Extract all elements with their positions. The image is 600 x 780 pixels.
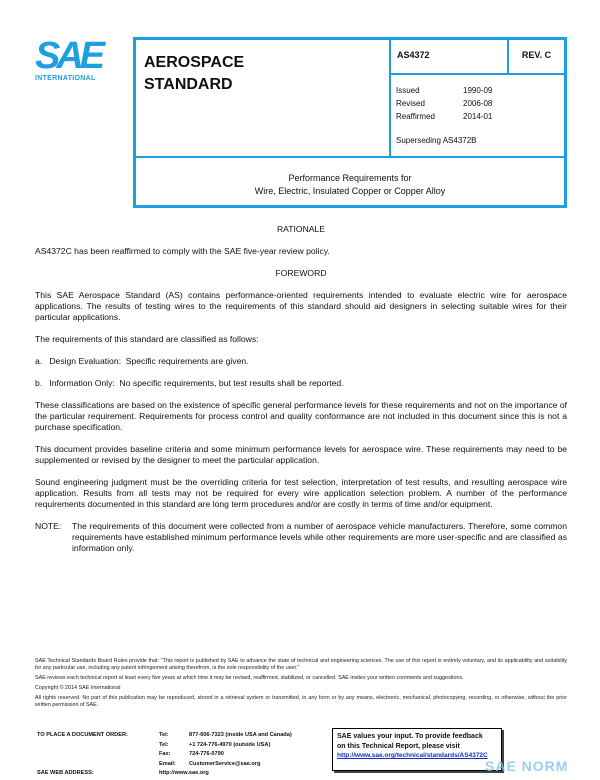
doc-type-line2: STANDARD (144, 76, 233, 93)
watermark: SAE NORM (485, 758, 569, 774)
paragraph: These classifications are based on the existence of specific general performance levels for these requirements and not on the importance of the particular requirement. Requirements for process control and quality conformance are not included in this document since this is not a purchase specification. (35, 400, 567, 432)
note-text: The requirements of this document were collected from a number of aerospace vehicle manufacturers. Therefore, some common requirements have established minimum performance levels while other requirements are more user-specific and are classified as information only. (72, 521, 567, 553)
document-number: AS4372 (390, 39, 508, 74)
paragraph: This document provides baseline criteria and some minimum performance levels for aerospace wire. These requirements may need to be supplemented or revised by the designer to meet the particular application. (35, 444, 567, 465)
document-body (35, 224, 567, 565)
list-item: b. Information Only: No specific requirements, but test results shall be reported. (35, 378, 344, 388)
document-type (135, 39, 390, 157)
sae-logo (35, 35, 115, 82)
order-label: TO PLACE A DOCUMENT ORDER: (37, 732, 128, 738)
document-header (133, 37, 567, 208)
document-title (135, 157, 565, 206)
date-revised: Revised 2006-08 (396, 99, 493, 108)
dates-block (390, 74, 565, 157)
web-label: SAE WEB ADDRESS: (37, 770, 94, 777)
paragraph: This SAE Aerospace Standard (AS) contains performance-oriented requirements intended to evaluate electric wire for aerospace applications. The results of testing wires to the requirements of this standard should aid designers in selecting suitable wires for their particular applications. (35, 290, 567, 322)
footer-text: SAE reviews each technical report at least every five years at which time it may be revised, reaffirmed, stabilized, or cancelled. SAE invites your written comments and suggestions. (35, 675, 464, 681)
date-issued: Issued 1990-09 (396, 86, 493, 95)
note (35, 521, 567, 565)
title-line2: Wire, Electric, Insulated Copper or Copper Alloy (254, 186, 446, 196)
feedback-link[interactable]: http://www.sae.org/technical/standards/AS4372C (337, 752, 488, 759)
contact-label: Fax: (159, 751, 171, 758)
revision: REV. C (508, 39, 565, 74)
superseding: Superseding AS4372B (396, 136, 477, 145)
foreword-heading: FOREWORD (275, 268, 327, 278)
rationale-text: AS4372C has been reaffirmed to comply with the SAE five-year review policy. (35, 246, 330, 256)
paragraph: Sound engineering judgment must be the overriding criteria for test selection, interpretation of test results, and resulting aerospace wire application. Results from all tests may not be required for every wire application selection problem. A number of the performance requirements documented in this standard are long term procedures and/or are costly in terms of time and/or equipment. (35, 477, 567, 509)
feedback-box (332, 728, 502, 771)
footer-legal (35, 658, 567, 712)
note-label: NOTE: (35, 521, 62, 531)
web-link[interactable]: http://www.sae.org (159, 770, 209, 777)
contact-value: 724-776-0790 (189, 751, 224, 758)
doc-type-line1: AEROSPACE (144, 54, 245, 71)
rationale-heading: RATIONALE (276, 224, 326, 234)
email-link[interactable]: CustomerService@sae.org (189, 760, 261, 767)
order-info (35, 730, 294, 780)
paragraph: The requirements of this standard are classified as follows: (35, 334, 259, 344)
title-line1: Performance Requirements for (288, 173, 412, 183)
copyright: Copyright © 2014 SAE International (35, 685, 121, 691)
footer-text: SAE Technical Standards Board Rules provide that: "This report is published by SAE to advance the state of technical and engineering sciences. The use of this report is entirely voluntary, and its applicability and suitability for any particular use, including any patent infringement arising therefrom, is the sole responsibility of the user." (35, 658, 567, 671)
list-item: a. Design Evaluation: Specific requirements are given. (35, 356, 249, 366)
logo-subtitle: INTERNATIONAL (35, 75, 96, 82)
contact-label: Tel: (159, 732, 169, 738)
logo-mark: SAE (35, 35, 102, 77)
footer-text: All rights reserved. No part of this publication may be reproduced, stored in a retrieval system or transmitted, in any form or by any means, electronic, mechanical, photocopying, recording, or otherwise, without the prior written permission of SAE. (35, 695, 567, 708)
feedback-text: on this Technical Report, please visit (337, 742, 460, 750)
contact-label: Tel: (159, 741, 169, 748)
date-reaffirmed: Reaffirmed 2014-01 (396, 112, 493, 121)
feedback-text: SAE values your input. To provide feedback (337, 733, 483, 740)
contact-value: 877-606-7323 (inside USA and Canada) (189, 732, 292, 738)
contact-label: Email: (159, 760, 176, 767)
contact-value: +1 724-776-4970 (outside USA) (189, 741, 271, 748)
